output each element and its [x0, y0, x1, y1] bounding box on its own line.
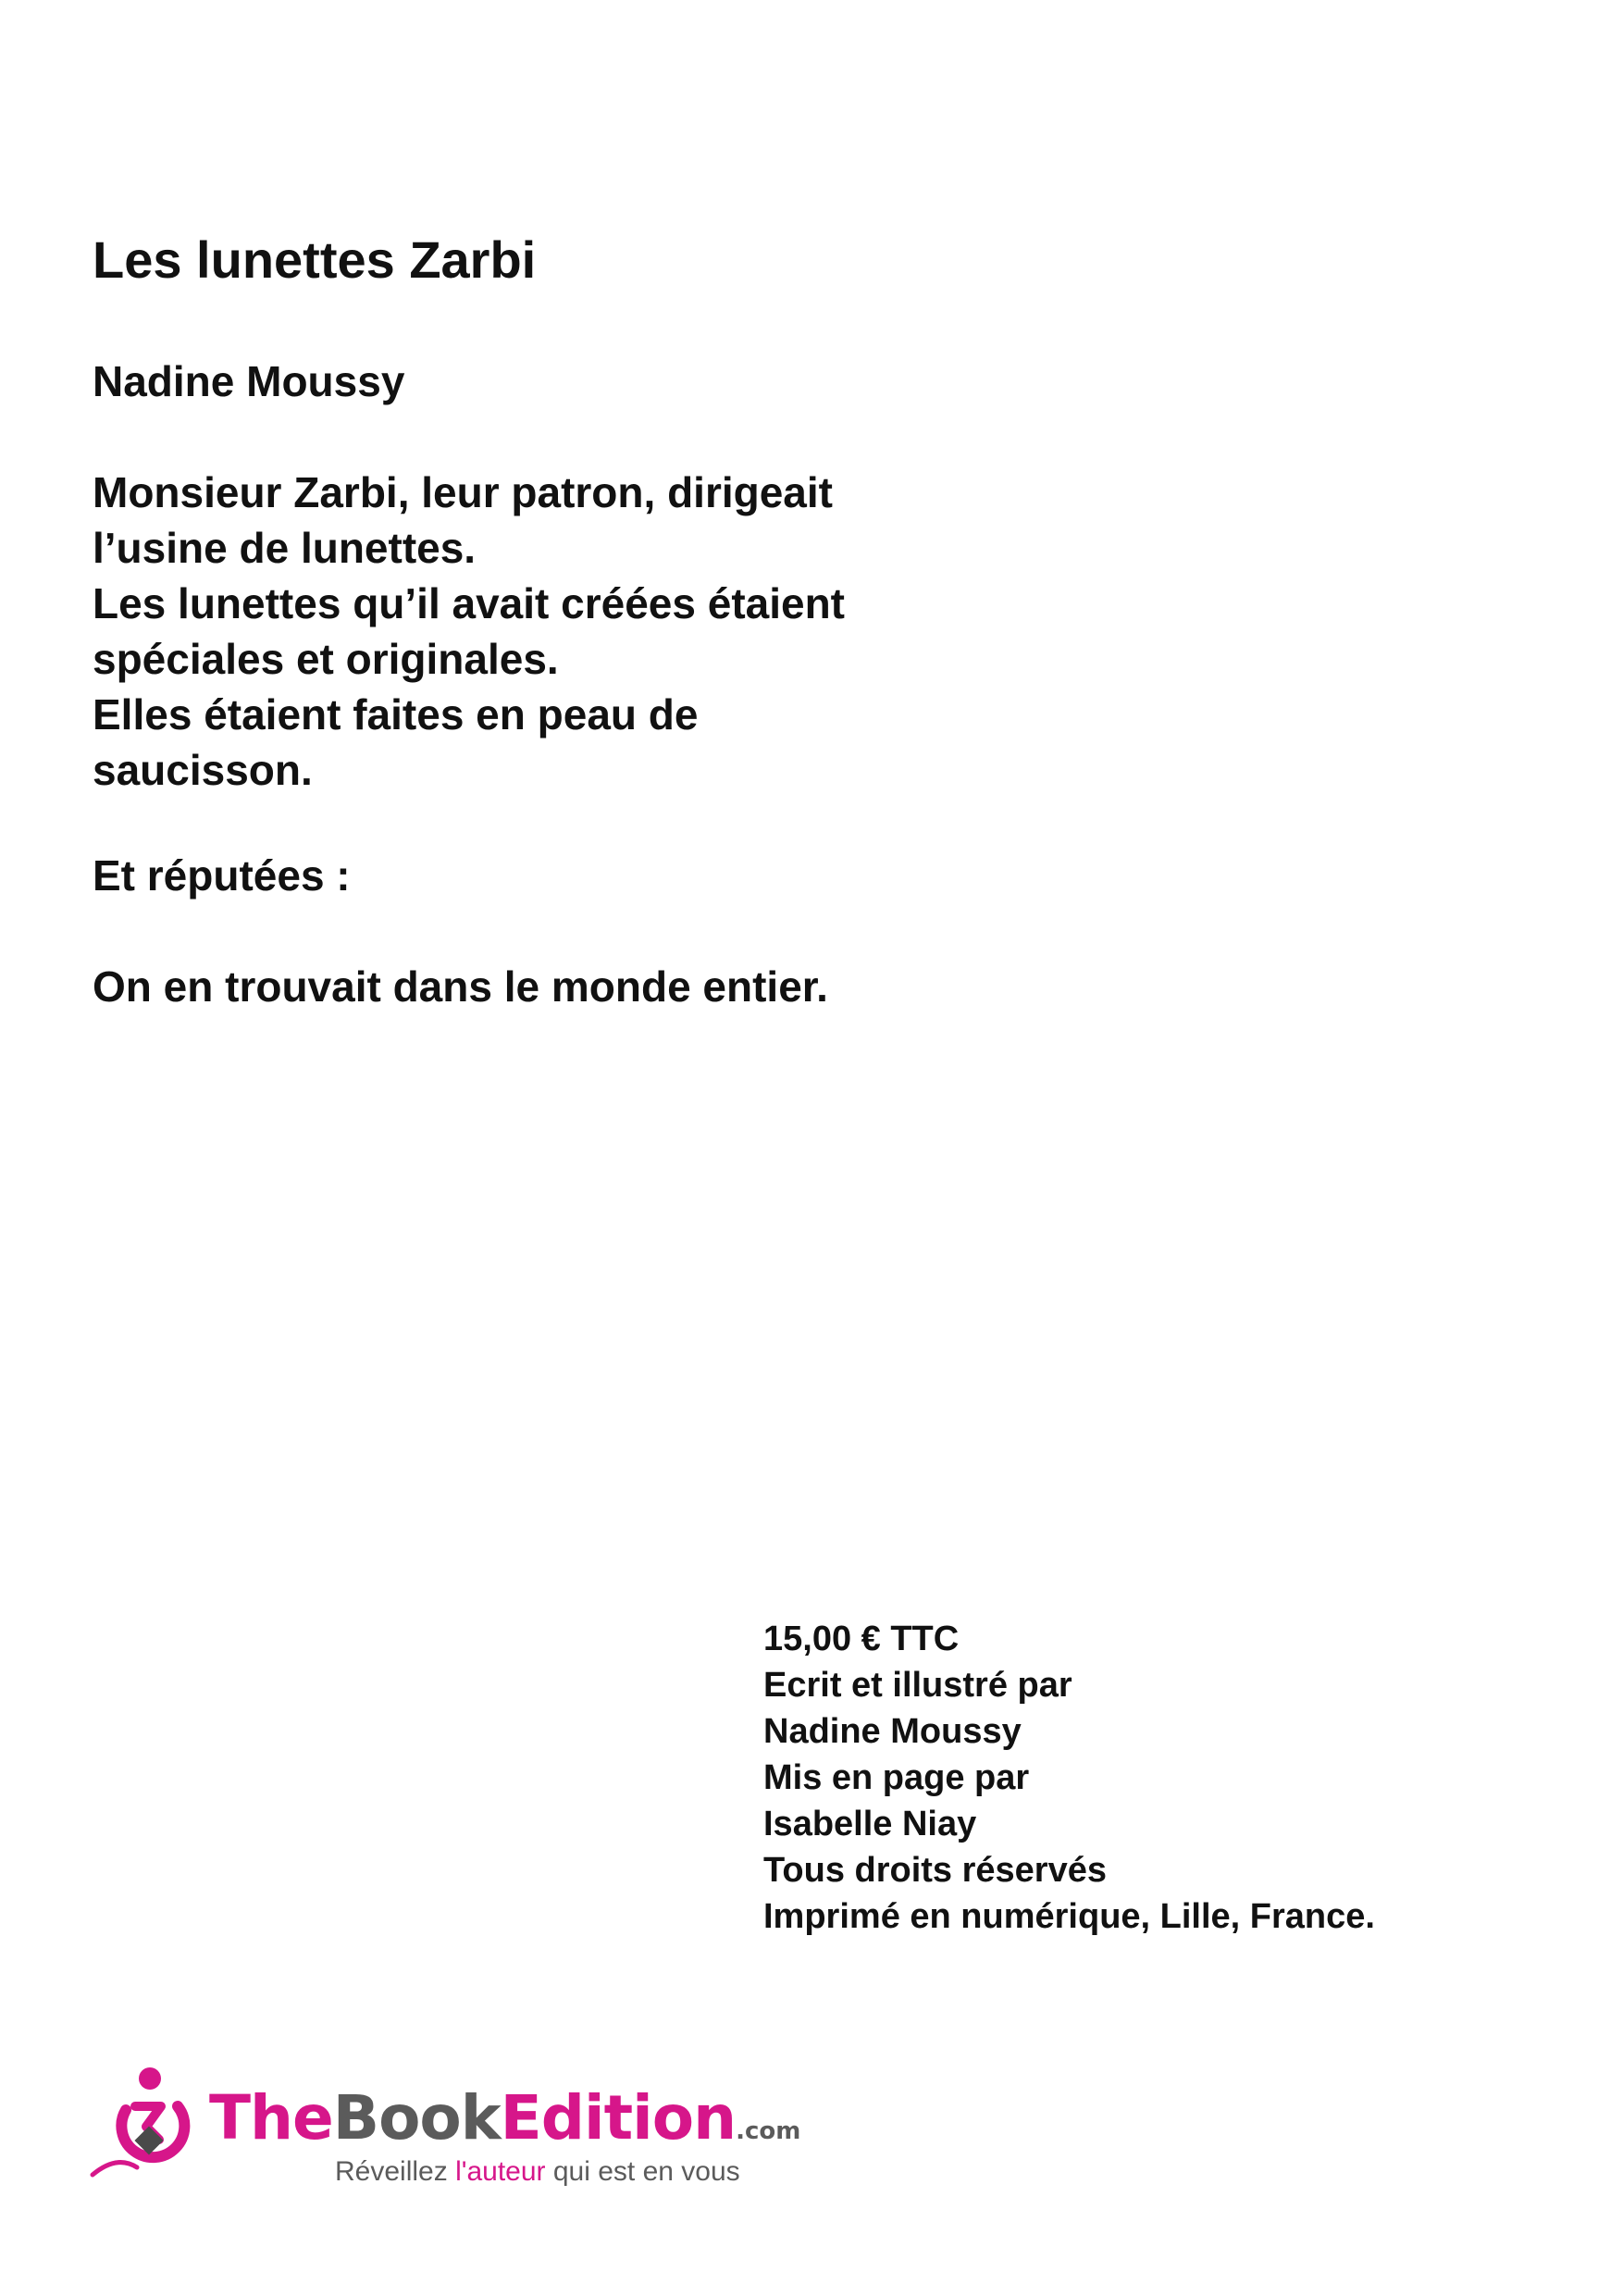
summary-paragraph-2: Et réputées : — [93, 851, 351, 900]
author-name: Nadine Moussy — [93, 357, 405, 405]
summary-line: saucisson. — [93, 746, 313, 794]
tagline-start: Réveillez — [335, 2156, 456, 2187]
publisher-logo — [89, 2066, 829, 2195]
colophon-line: Nadine Moussy — [763, 1712, 1022, 1751]
tagline-end: qui est en vous — [545, 2156, 740, 2187]
book-title: Les lunettes Zarbi — [93, 230, 537, 289]
colophon — [763, 1616, 1375, 1940]
colophon-line: Imprimé en numérique, Lille, France. — [763, 1897, 1375, 1936]
price: 15,00 € TTC — [763, 1620, 960, 1658]
tagline-accent: l'auteur — [455, 2156, 546, 2187]
logo-word-com: .com — [736, 2117, 801, 2145]
person-circle-logo-icon — [89, 2066, 209, 2186]
summary-line: Elles étaient faites en peau de — [93, 690, 699, 738]
colophon-line: Tous droits réservés — [763, 1851, 1108, 1890]
summary-paragraph-1 — [93, 465, 845, 798]
logo-word-the: The — [209, 2082, 333, 2153]
summary-line: l’usine de lunettes. — [93, 524, 477, 572]
logo-word-edition: Edition — [500, 2082, 737, 2153]
colophon-line: Mis en page par — [763, 1758, 1030, 1797]
summary-line: Monsieur Zarbi, leur patron, dirigeait — [93, 468, 833, 516]
colophon-line: Ecrit et illustré par — [763, 1666, 1072, 1705]
logo-wordmark — [209, 2082, 800, 2153]
colophon-line: Isabelle Niay — [763, 1805, 977, 1843]
summary-paragraph-3: On en trouvait dans le monde entier. — [93, 962, 828, 1011]
summary-line: spéciales et originales. — [93, 635, 559, 683]
logo-tagline — [335, 2156, 740, 2188]
summary-line: Les lunettes qu’il avait créées étaient — [93, 579, 845, 627]
logo-word-book: Book — [332, 2082, 501, 2153]
